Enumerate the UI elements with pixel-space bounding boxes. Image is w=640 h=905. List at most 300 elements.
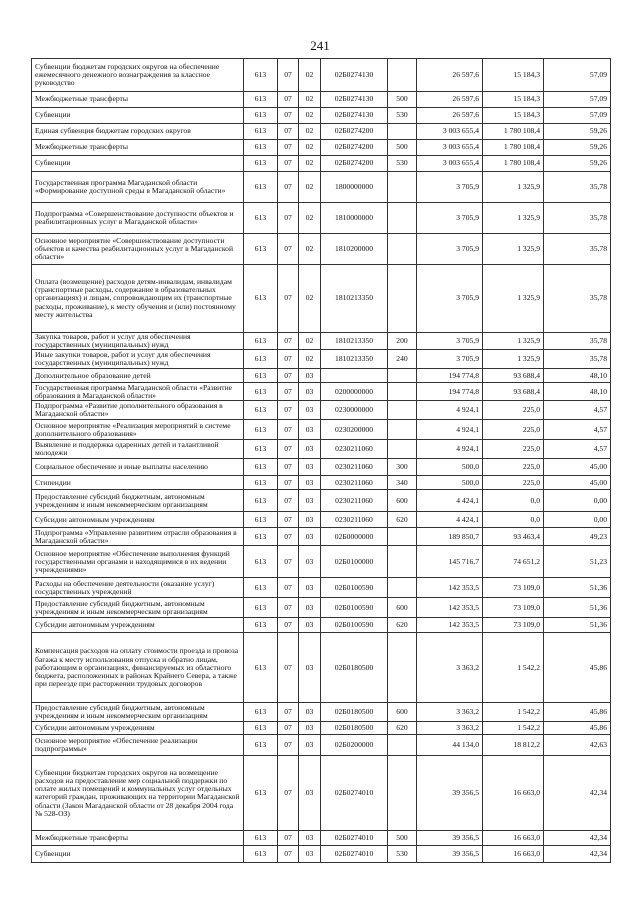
section-code: 07 bbox=[278, 203, 299, 234]
planned-amount: 26 597,6 bbox=[417, 59, 483, 92]
subsection-code: 03 bbox=[299, 459, 321, 476]
planned-amount: 3 705,9 bbox=[417, 333, 483, 350]
table-row bbox=[32, 350, 611, 369]
actual-amount: 93 688,4 bbox=[483, 383, 544, 401]
planned-amount: 142 353,5 bbox=[417, 578, 483, 598]
execution-percent: 35,78 bbox=[544, 350, 611, 369]
department-code: 613 bbox=[244, 831, 278, 846]
department-code: 613 bbox=[244, 383, 278, 401]
target-article-code: 0200000000 bbox=[321, 383, 388, 401]
section-code: 07 bbox=[278, 265, 299, 333]
section-code: 07 bbox=[278, 459, 299, 476]
target-article-code: 02Б0274130 bbox=[321, 92, 388, 108]
target-article-code: 02Б0180500 bbox=[321, 722, 388, 735]
budget-item-name: Подпрограмма «Совершенствование доступности объектов и реабилитационных услуг в Магаданской области» bbox=[32, 203, 244, 234]
table-row bbox=[32, 333, 611, 350]
budget-item-name: Предоставление субсидий бюджетным, автономным учреждениям и иным некоммерческим организациям bbox=[32, 598, 244, 618]
expense-type-code bbox=[388, 756, 417, 831]
department-code: 613 bbox=[244, 846, 278, 863]
expense-type-code: 240 bbox=[388, 350, 417, 369]
planned-amount: 26 597,6 bbox=[417, 108, 483, 124]
budget-item-name: Межбюджетные трансферты bbox=[32, 140, 244, 156]
section-code: 07 bbox=[278, 722, 299, 735]
target-article-code: 02Б0180500 bbox=[321, 703, 388, 722]
execution-percent: 45,86 bbox=[544, 722, 611, 735]
planned-amount: 39 356,5 bbox=[417, 846, 483, 863]
department-code: 613 bbox=[244, 172, 278, 203]
actual-amount: 0,0 bbox=[483, 512, 544, 528]
execution-percent: 45,00 bbox=[544, 476, 611, 490]
actual-amount: 15 184,3 bbox=[483, 92, 544, 108]
table-row bbox=[32, 490, 611, 512]
table-row bbox=[32, 203, 611, 234]
execution-percent: 35,78 bbox=[544, 172, 611, 203]
budget-item-name: Социальное обеспечение и иные выплаты населению bbox=[32, 459, 244, 476]
planned-amount: 500,0 bbox=[417, 476, 483, 490]
actual-amount: 1 325,9 bbox=[483, 234, 544, 265]
expense-type-code: 500 bbox=[388, 92, 417, 108]
department-code: 613 bbox=[244, 490, 278, 512]
target-article-code: 02Б0274200 bbox=[321, 156, 388, 172]
section-code: 07 bbox=[278, 846, 299, 863]
department-code: 613 bbox=[244, 546, 278, 578]
department-code: 613 bbox=[244, 633, 278, 703]
expense-type-code: 600 bbox=[388, 598, 417, 618]
target-article-code: 0230000000 bbox=[321, 401, 388, 420]
table-row bbox=[32, 156, 611, 172]
target-article-code: 02Б0274010 bbox=[321, 846, 388, 863]
department-code: 613 bbox=[244, 578, 278, 598]
table-row bbox=[32, 234, 611, 265]
execution-percent: 35,78 bbox=[544, 333, 611, 350]
budget-item-name: Основное мероприятие «Реализация мероприятий в системе дополнительного образования» bbox=[32, 420, 244, 440]
subsection-code: 03 bbox=[299, 440, 321, 459]
section-code: 07 bbox=[278, 172, 299, 203]
planned-amount: 3 003 655,4 bbox=[417, 140, 483, 156]
department-code: 613 bbox=[244, 265, 278, 333]
expense-type-code: 530 bbox=[388, 846, 417, 863]
budget-item-name: Субвенции bbox=[32, 156, 244, 172]
execution-percent: 57,09 bbox=[544, 59, 611, 92]
expense-type-code bbox=[388, 383, 417, 401]
budget-item-name: Компенсация расходов на оплату стоимости проезда и провоза багажа к месту использования отпуска и обратно лицам, работающим в организациях, финансируемых из областного бюджета, расположенных в районах Крайнего Севера, а также при переезде при расторжении трудовых договоров bbox=[32, 633, 244, 703]
section-code: 07 bbox=[278, 333, 299, 350]
table-row bbox=[32, 633, 611, 703]
section-code: 07 bbox=[278, 350, 299, 369]
subsection-code: 02 bbox=[299, 350, 321, 369]
planned-amount: 3 003 655,4 bbox=[417, 124, 483, 140]
subsection-code: 03 bbox=[299, 735, 321, 756]
expense-type-code bbox=[388, 735, 417, 756]
expense-type-code bbox=[388, 420, 417, 440]
planned-amount: 39 356,5 bbox=[417, 831, 483, 846]
target-article-code: 1810213350 bbox=[321, 265, 388, 333]
section-code: 07 bbox=[278, 476, 299, 490]
execution-percent: 35,78 bbox=[544, 203, 611, 234]
department-code: 613 bbox=[244, 512, 278, 528]
expense-type-code bbox=[388, 265, 417, 333]
subsection-code: 03 bbox=[299, 846, 321, 863]
expense-type-code bbox=[388, 528, 417, 546]
target-article-code bbox=[321, 369, 388, 383]
expense-type-code bbox=[388, 401, 417, 420]
table-row bbox=[32, 756, 611, 831]
execution-percent: 57,09 bbox=[544, 92, 611, 108]
budget-item-name: Оплата (возмещение) расходов детям-инвалидам, инвалидам (транспортные расходы, содержание в образовательных организациях) и лицам, сопровождающим их (транспортные расходы, проживание), к месту обучения и (или) постоянному месту жительства bbox=[32, 265, 244, 333]
budget-item-name: Субвенции bbox=[32, 846, 244, 863]
target-article-code: 02Б0100000 bbox=[321, 546, 388, 578]
planned-amount: 189 850,7 bbox=[417, 528, 483, 546]
actual-amount: 225,0 bbox=[483, 476, 544, 490]
target-article-code: 1810213350 bbox=[321, 350, 388, 369]
execution-percent: 4,57 bbox=[544, 420, 611, 440]
execution-percent: 48,10 bbox=[544, 369, 611, 383]
department-code: 613 bbox=[244, 440, 278, 459]
target-article-code: 02Б0100590 bbox=[321, 618, 388, 633]
budget-item-name: Стипендии bbox=[32, 476, 244, 490]
section-code: 07 bbox=[278, 618, 299, 633]
table-row bbox=[32, 401, 611, 420]
expense-type-code: 500 bbox=[388, 140, 417, 156]
table-row bbox=[32, 598, 611, 618]
department-code: 613 bbox=[244, 420, 278, 440]
expense-type-code: 600 bbox=[388, 490, 417, 512]
section-code: 07 bbox=[278, 420, 299, 440]
section-code: 07 bbox=[278, 578, 299, 598]
expense-type-code: 200 bbox=[388, 333, 417, 350]
target-article-code: 02Б0274010 bbox=[321, 756, 388, 831]
budget-item-name: Государственная программа Магаданской области «Развитие образования в Магаданской области» bbox=[32, 383, 244, 401]
execution-percent: 45,86 bbox=[544, 703, 611, 722]
actual-amount: 18 812,2 bbox=[483, 735, 544, 756]
planned-amount: 4 924,1 bbox=[417, 420, 483, 440]
expense-type-code: 620 bbox=[388, 512, 417, 528]
table-row bbox=[32, 846, 611, 863]
subsection-code: 02 bbox=[299, 203, 321, 234]
execution-percent: 42,34 bbox=[544, 846, 611, 863]
subsection-code: 03 bbox=[299, 369, 321, 383]
expense-type-code: 530 bbox=[388, 108, 417, 124]
target-article-code: 02Б0100590 bbox=[321, 578, 388, 598]
budget-item-name: Основное мероприятие «Обеспечение реализации подпрограммы» bbox=[32, 735, 244, 756]
actual-amount: 73 109,0 bbox=[483, 578, 544, 598]
table-row bbox=[32, 546, 611, 578]
target-article-code: 02Б0274200 bbox=[321, 140, 388, 156]
table-row bbox=[32, 703, 611, 722]
section-code: 07 bbox=[278, 108, 299, 124]
expense-type-code: 340 bbox=[388, 476, 417, 490]
department-code: 613 bbox=[244, 333, 278, 350]
actual-amount: 16 663,0 bbox=[483, 831, 544, 846]
target-article-code: 0230211060 bbox=[321, 459, 388, 476]
target-article-code: 02Б0100590 bbox=[321, 598, 388, 618]
actual-amount: 225,0 bbox=[483, 420, 544, 440]
subsection-code: 03 bbox=[299, 578, 321, 598]
target-article-code: 0230211060 bbox=[321, 440, 388, 459]
budget-item-name: Межбюджетные трансферты bbox=[32, 92, 244, 108]
planned-amount: 142 353,5 bbox=[417, 598, 483, 618]
subsection-code: 03 bbox=[299, 490, 321, 512]
table-row bbox=[32, 476, 611, 490]
planned-amount: 145 716,7 bbox=[417, 546, 483, 578]
department-code: 613 bbox=[244, 156, 278, 172]
table-row bbox=[32, 59, 611, 92]
section-code: 07 bbox=[278, 512, 299, 528]
actual-amount: 1 542,2 bbox=[483, 722, 544, 735]
planned-amount: 3 705,9 bbox=[417, 203, 483, 234]
department-code: 613 bbox=[244, 476, 278, 490]
target-article-code: 02Б0274130 bbox=[321, 59, 388, 92]
department-code: 613 bbox=[244, 528, 278, 546]
department-code: 613 bbox=[244, 124, 278, 140]
actual-amount: 1 325,9 bbox=[483, 172, 544, 203]
subsection-code: 03 bbox=[299, 633, 321, 703]
planned-amount: 3 363,2 bbox=[417, 633, 483, 703]
expense-type-code bbox=[388, 633, 417, 703]
execution-percent: 59,26 bbox=[544, 124, 611, 140]
expense-type-code: 530 bbox=[388, 156, 417, 172]
budget-item-name: Предоставление субсидий бюджетным, автономным учреждениям и иным некоммерческим организациям bbox=[32, 703, 244, 722]
budget-table bbox=[31, 58, 611, 863]
section-code: 07 bbox=[278, 401, 299, 420]
target-article-code: 0230211060 bbox=[321, 490, 388, 512]
target-article-code: 02Б0180500 bbox=[321, 633, 388, 703]
subsection-code: 02 bbox=[299, 140, 321, 156]
table-row bbox=[32, 172, 611, 203]
table-row bbox=[32, 383, 611, 401]
table-row bbox=[32, 722, 611, 735]
section-code: 07 bbox=[278, 756, 299, 831]
planned-amount: 4 424,1 bbox=[417, 490, 483, 512]
budget-item-name: Расходы на обеспечение деятельности (оказание услуг) государственных учреждений bbox=[32, 578, 244, 598]
expense-type-code bbox=[388, 59, 417, 92]
expense-type-code: 620 bbox=[388, 722, 417, 735]
department-code: 613 bbox=[244, 350, 278, 369]
budget-item-name: Дополнительное образование детей bbox=[32, 369, 244, 383]
department-code: 613 bbox=[244, 369, 278, 383]
expense-type-code: 620 bbox=[388, 618, 417, 633]
department-code: 613 bbox=[244, 618, 278, 633]
expense-type-code bbox=[388, 546, 417, 578]
department-code: 613 bbox=[244, 203, 278, 234]
planned-amount: 194 774,8 bbox=[417, 383, 483, 401]
budget-item-name: Межбюджетные трансферты bbox=[32, 831, 244, 846]
actual-amount: 15 184,3 bbox=[483, 108, 544, 124]
subsection-code: 03 bbox=[299, 401, 321, 420]
execution-percent: 49,23 bbox=[544, 528, 611, 546]
subsection-code: 03 bbox=[299, 383, 321, 401]
table-row bbox=[32, 108, 611, 124]
execution-percent: 42,34 bbox=[544, 831, 611, 846]
actual-amount: 1 542,2 bbox=[483, 703, 544, 722]
actual-amount: 225,0 bbox=[483, 401, 544, 420]
actual-amount: 93 463,4 bbox=[483, 528, 544, 546]
subsection-code: 03 bbox=[299, 722, 321, 735]
actual-amount: 15 184,3 bbox=[483, 59, 544, 92]
planned-amount: 3 705,9 bbox=[417, 350, 483, 369]
section-code: 07 bbox=[278, 528, 299, 546]
department-code: 613 bbox=[244, 459, 278, 476]
table-row bbox=[32, 528, 611, 546]
expense-type-code: 300 bbox=[388, 459, 417, 476]
expense-type-code bbox=[388, 578, 417, 598]
department-code: 613 bbox=[244, 756, 278, 831]
execution-percent: 0,00 bbox=[544, 490, 611, 512]
section-code: 07 bbox=[278, 440, 299, 459]
section-code: 07 bbox=[278, 735, 299, 756]
section-code: 07 bbox=[278, 831, 299, 846]
subsection-code: 03 bbox=[299, 598, 321, 618]
planned-amount: 3 705,9 bbox=[417, 172, 483, 203]
target-article-code: 0230211060 bbox=[321, 476, 388, 490]
department-code: 613 bbox=[244, 92, 278, 108]
section-code: 07 bbox=[278, 546, 299, 578]
target-article-code: 02Б0000000 bbox=[321, 528, 388, 546]
target-article-code: 1810213350 bbox=[321, 333, 388, 350]
table-row bbox=[32, 618, 611, 633]
subsection-code: 03 bbox=[299, 476, 321, 490]
expense-type-code: 500 bbox=[388, 831, 417, 846]
table-row bbox=[32, 512, 611, 528]
actual-amount: 1 325,9 bbox=[483, 203, 544, 234]
table-row bbox=[32, 735, 611, 756]
subsection-code: 02 bbox=[299, 333, 321, 350]
department-code: 613 bbox=[244, 401, 278, 420]
subsection-code: 03 bbox=[299, 756, 321, 831]
budget-item-name: Субсидии автономным учреждениям bbox=[32, 722, 244, 735]
department-code: 613 bbox=[244, 234, 278, 265]
target-article-code: 1800000000 bbox=[321, 172, 388, 203]
actual-amount: 1 780 108,4 bbox=[483, 156, 544, 172]
table-row bbox=[32, 140, 611, 156]
department-code: 613 bbox=[244, 140, 278, 156]
target-article-code: 0230200000 bbox=[321, 420, 388, 440]
execution-percent: 48,10 bbox=[544, 383, 611, 401]
budget-item-name: Субвенции bbox=[32, 108, 244, 124]
budget-item-name: Субвенции бюджетам городских округов на обеспечение ежемесячного денежного вознаграждения за классное руководство bbox=[32, 59, 244, 92]
table-row bbox=[32, 420, 611, 440]
budget-item-name: Субвенции бюджетам городских округов на возмещение расходов на предоставление мер социальной поддержки по оплате жилых помещений и коммунальных услуг отдельных категорий граждан, проживающих на территории Магаданской области (Закон Магаданской области от 28 декабря 2004 года № 528-ОЗ) bbox=[32, 756, 244, 831]
budget-item-name: Субсидии автономным учреждениям bbox=[32, 618, 244, 633]
subsection-code: 03 bbox=[299, 831, 321, 846]
subsection-code: 02 bbox=[299, 124, 321, 140]
expense-type-code bbox=[388, 440, 417, 459]
section-code: 07 bbox=[278, 124, 299, 140]
planned-amount: 3 003 655,4 bbox=[417, 156, 483, 172]
actual-amount: 1 780 108,4 bbox=[483, 124, 544, 140]
actual-amount: 73 109,0 bbox=[483, 598, 544, 618]
target-article-code: 0230211060 bbox=[321, 512, 388, 528]
execution-percent: 35,78 bbox=[544, 234, 611, 265]
actual-amount: 74 651,2 bbox=[483, 546, 544, 578]
subsection-code: 03 bbox=[299, 546, 321, 578]
execution-percent: 51,36 bbox=[544, 598, 611, 618]
target-article-code: 1810000000 bbox=[321, 203, 388, 234]
table-body bbox=[32, 59, 611, 863]
execution-percent: 4,57 bbox=[544, 440, 611, 459]
section-code: 07 bbox=[278, 703, 299, 722]
expense-type-code bbox=[388, 234, 417, 265]
actual-amount: 225,0 bbox=[483, 440, 544, 459]
actual-amount: 93 688,4 bbox=[483, 369, 544, 383]
budget-item-name: Подпрограмма «Развитие дополнительного образования в Магаданской области» bbox=[32, 401, 244, 420]
target-article-code: 02Б0274130 bbox=[321, 108, 388, 124]
section-code: 07 bbox=[278, 234, 299, 265]
planned-amount: 44 134,0 bbox=[417, 735, 483, 756]
department-code: 613 bbox=[244, 108, 278, 124]
subsection-code: 02 bbox=[299, 172, 321, 203]
actual-amount: 16 663,0 bbox=[483, 756, 544, 831]
section-code: 07 bbox=[278, 633, 299, 703]
section-code: 07 bbox=[278, 92, 299, 108]
execution-percent: 51,36 bbox=[544, 618, 611, 633]
subsection-code: 03 bbox=[299, 703, 321, 722]
actual-amount: 16 663,0 bbox=[483, 846, 544, 863]
planned-amount: 3 363,2 bbox=[417, 703, 483, 722]
execution-percent: 51,23 bbox=[544, 546, 611, 578]
subsection-code: 03 bbox=[299, 618, 321, 633]
table-row bbox=[32, 831, 611, 846]
actual-amount: 1 325,9 bbox=[483, 350, 544, 369]
actual-amount: 225,0 bbox=[483, 459, 544, 476]
expense-type-code bbox=[388, 124, 417, 140]
actual-amount: 1 325,9 bbox=[483, 333, 544, 350]
budget-item-name: Субсидии автономным учреждениям bbox=[32, 512, 244, 528]
expense-type-code bbox=[388, 203, 417, 234]
subsection-code: 03 bbox=[299, 528, 321, 546]
target-article-code: 02Б0274200 bbox=[321, 124, 388, 140]
budget-item-name: Подпрограмма «Управление развитием отрасли образования в Магаданской области» bbox=[32, 528, 244, 546]
target-article-code: 1810200000 bbox=[321, 234, 388, 265]
actual-amount: 73 109,0 bbox=[483, 618, 544, 633]
subsection-code: 02 bbox=[299, 108, 321, 124]
expense-type-code: 600 bbox=[388, 703, 417, 722]
table-row bbox=[32, 92, 611, 108]
table-row bbox=[32, 124, 611, 140]
planned-amount: 4 424,1 bbox=[417, 512, 483, 528]
planned-amount: 194 774,8 bbox=[417, 369, 483, 383]
planned-amount: 3 705,9 bbox=[417, 234, 483, 265]
actual-amount: 0,0 bbox=[483, 490, 544, 512]
budget-item-name: Государственная программа Магаданской области «Формирование доступной среды в Магаданской области» bbox=[32, 172, 244, 203]
budget-item-name: Предоставление субсидий бюджетным, автономным учреждениям и иным некоммерческим организациям bbox=[32, 490, 244, 512]
section-code: 07 bbox=[278, 59, 299, 92]
subsection-code: 02 bbox=[299, 265, 321, 333]
execution-percent: 42,34 bbox=[544, 756, 611, 831]
execution-percent: 0,00 bbox=[544, 512, 611, 528]
subsection-code: 03 bbox=[299, 420, 321, 440]
budget-item-name: Основное мероприятие «Обеспечение выполнения функций государственными органами и находящимися в их ведении учреждениями» bbox=[32, 546, 244, 578]
table-row bbox=[32, 369, 611, 383]
planned-amount: 3 705,9 bbox=[417, 265, 483, 333]
planned-amount: 500,0 bbox=[417, 459, 483, 476]
target-article-code: 02Б0200000 bbox=[321, 735, 388, 756]
execution-percent: 51,36 bbox=[544, 578, 611, 598]
budget-item-name: Основное мероприятие «Совершенствование доступности объектов и качества реабилитационных услуг в Магаданской области» bbox=[32, 234, 244, 265]
planned-amount: 4 924,1 bbox=[417, 440, 483, 459]
target-article-code: 02Б0274010 bbox=[321, 831, 388, 846]
execution-percent: 59,26 bbox=[544, 156, 611, 172]
department-code: 613 bbox=[244, 59, 278, 92]
section-code: 07 bbox=[278, 598, 299, 618]
section-code: 07 bbox=[278, 140, 299, 156]
section-code: 07 bbox=[278, 156, 299, 172]
table-row bbox=[32, 440, 611, 459]
planned-amount: 3 363,2 bbox=[417, 722, 483, 735]
section-code: 07 bbox=[278, 383, 299, 401]
subsection-code: 02 bbox=[299, 156, 321, 172]
actual-amount: 1 780 108,4 bbox=[483, 140, 544, 156]
